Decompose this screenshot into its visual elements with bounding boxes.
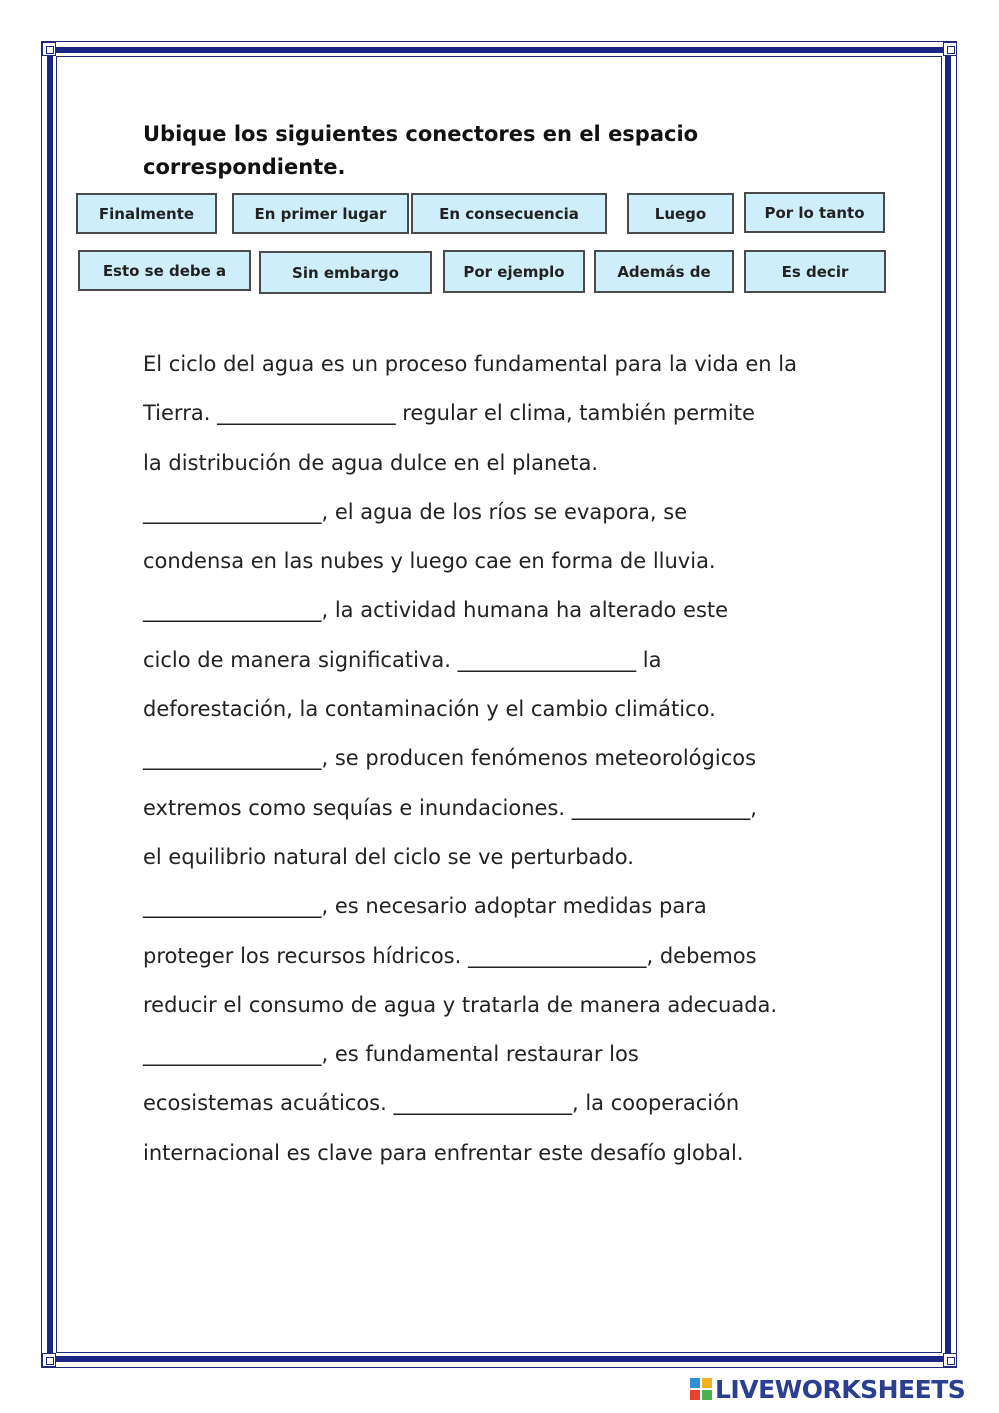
connector-chip-en-primer-lugar[interactable]: En primer lugar xyxy=(232,193,409,234)
paragraph-line: reducir el consumo de agua y tratarla de manera adecuada. xyxy=(143,992,778,1017)
paragraph-line xyxy=(143,1030,863,1079)
paragraph-line xyxy=(143,932,863,981)
answer-blank-5[interactable]: _________________ xyxy=(143,746,322,771)
answer-blank-2[interactable]: _________________ xyxy=(143,499,322,524)
answer-blank-10[interactable]: _________________ xyxy=(393,1091,572,1116)
paragraph-line: la distribución de agua dulce en el planeta. xyxy=(143,450,599,475)
paragraph-line xyxy=(143,734,863,783)
paragraph-line xyxy=(143,488,863,537)
paragraph-line: condensa en las nubes y luego cae en forma de lluvia. xyxy=(143,549,716,574)
text-fragment: Tierra. xyxy=(143,401,218,426)
instruction-line-2: correspondiente. xyxy=(143,155,346,179)
text-fragment: , es necesario adoptar medidas para xyxy=(321,894,707,919)
connector-chip-luego[interactable]: Luego xyxy=(627,193,734,234)
paragraph-line: El ciclo del agua es un proceso fundamental para la vida en la xyxy=(143,352,797,376)
answer-blank-6[interactable]: _________________ xyxy=(571,795,751,820)
corner-ornament-top-left xyxy=(42,42,56,56)
connector-chip-ademas-de[interactable]: Además de xyxy=(594,250,734,293)
connector-chip-finalmente[interactable]: Finalmente xyxy=(76,193,217,234)
text-fragment: , es fundamental restaurar los xyxy=(321,1042,639,1067)
text-fragment: , se producen fenómenos meteorológicos xyxy=(321,746,757,771)
connector-chip-por-lo-tanto[interactable]: Por lo tanto xyxy=(744,192,885,233)
instruction-heading xyxy=(143,118,863,184)
paragraph-line xyxy=(143,882,863,931)
answer-blank-7[interactable]: _________________ xyxy=(143,894,322,919)
paragraph-line: internacional es clave para enfrentar este desafío global. xyxy=(143,1140,744,1165)
paragraph-line xyxy=(143,784,863,833)
paragraph-line xyxy=(143,389,863,438)
connector-chip-en-consecuencia[interactable]: En consecuencia xyxy=(411,193,607,234)
connector-chip-sin-embargo[interactable]: Sin embargo xyxy=(259,251,432,294)
connector-chip-es-decir[interactable]: Es decir xyxy=(744,250,886,293)
text-fragment: la xyxy=(636,647,662,672)
text-fragment: , xyxy=(750,795,757,820)
corner-ornament-top-right xyxy=(943,42,957,56)
liveworksheets-logo-text: LIVEWORKSHEETS xyxy=(715,1374,966,1404)
answer-blank-1[interactable]: _________________ xyxy=(217,401,396,426)
text-fragment: extremos como sequías e inundaciones. xyxy=(143,795,572,820)
liveworksheets-logo xyxy=(690,1374,965,1404)
answer-blank-8[interactable]: _________________ xyxy=(467,943,647,968)
paragraph-line xyxy=(143,1079,863,1128)
connector-chip-esto-se-debe-a[interactable]: Esto se debe a xyxy=(78,250,251,291)
text-fragment: regular el clima, también permite xyxy=(395,401,755,426)
answer-blank-3[interactable]: _________________ xyxy=(143,598,322,623)
paragraph-line xyxy=(143,636,863,685)
text-fragment: proteger los recursos hídricos. xyxy=(143,943,468,968)
connector-chip-por-ejemplo[interactable]: Por ejemplo xyxy=(443,250,585,293)
paragraph-line: el equilibrio natural del ciclo se ve perturbado. xyxy=(143,844,634,869)
paragraph-line xyxy=(143,586,863,635)
answer-blank-4[interactable]: _________________ xyxy=(457,647,637,672)
answer-blank-9[interactable]: _________________ xyxy=(143,1042,322,1067)
corner-ornament-bottom-right xyxy=(943,1353,957,1367)
instruction-line-1: Ubique los siguientes conectores en el espacio xyxy=(143,122,699,146)
liveworksheets-logo-icon xyxy=(690,1378,712,1400)
text-fragment: , el agua de los ríos se evapora, se xyxy=(321,499,688,524)
text-fragment: ecosistemas acuáticos. xyxy=(143,1091,394,1116)
text-fragment: ciclo de manera significativa. xyxy=(143,647,458,672)
text-fragment: , la actividad humana ha alterado este xyxy=(321,598,729,623)
text-fragment: , debemos xyxy=(646,943,757,968)
text-fragment: , la cooperación xyxy=(571,1091,740,1116)
corner-ornament-bottom-left xyxy=(42,1353,56,1367)
cloze-paragraph xyxy=(143,340,863,1178)
paragraph-line: deforestación, la contaminación y el cambio climático. xyxy=(143,697,716,722)
